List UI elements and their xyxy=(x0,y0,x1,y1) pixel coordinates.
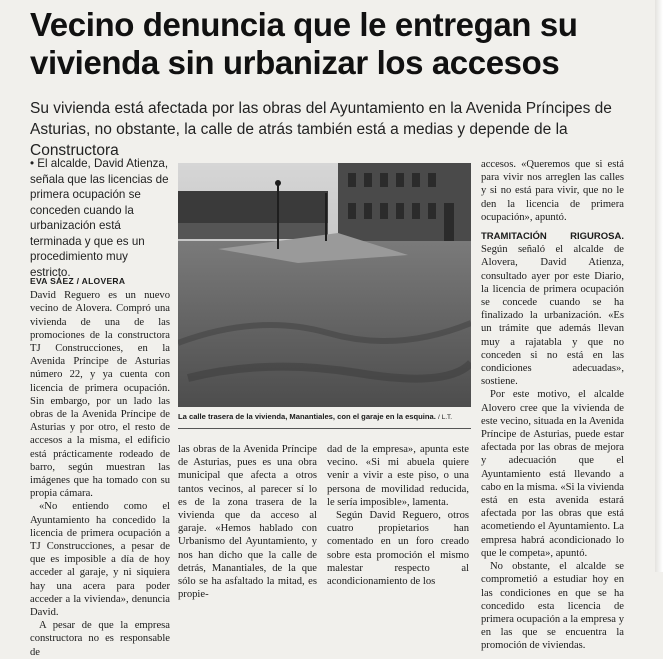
section-title: TRAMITACIÓN RIGUROSA. xyxy=(481,231,624,243)
article-column-3 xyxy=(327,443,469,588)
article-column-2 xyxy=(178,443,317,601)
paragraph: No obstante, el alcalde se comprometió a estudiar hoy en las condiciones en que se ha concedido esta licencia de primera ocupación a la empresa y en las que se encuentra la promoción de viviendas. xyxy=(481,561,624,652)
scan-edge xyxy=(655,0,663,572)
lead-summary: • El alcalde, David Atienza, señala que las licencias de primera ocupación se conceden cuando la urbanización está terminada y que es un procedimiento muy estricto. xyxy=(30,157,169,279)
paragraph: «No entiendo como el Ayuntamiento ha concedido la licencia de primera ocupación a TJ Construcciones, a pesar de que es imposible a día de hoy acceder al garaje, y ni siquiera hay una acera para poder acceder a la vivienda», denuncia David. xyxy=(30,501,170,619)
paragraph: David Reguero es un nuevo vecino de Alovera. Compró una vivienda de una de las promociones de la constructora TJ Construcciones, en la Avenida Príncipe de Asturias número 22, y ya cuenta con licencia de primera ocupación. Sin embargo, por un lado las obras de la Avenida Príncipe de Asturias y por otro, el resto de accesos a la misma, el edificio está prácticamente rodeado de barro, según muestran las imágenes que ha tomado con su propia cámara. xyxy=(30,290,170,500)
paragraph: accesos. «Queremos que si está para vivir nos arreglen las calles y si no está para vivir, que no le den la licencia de primera ocupación», apuntó. xyxy=(481,159,624,223)
paragraph: las obras de la Avenida Príncipe de Asturias, pues es una obra municipal que afecta a otros tantos vecinos, al parecer sí lo es de la zona trasera de la vivienda que da acceso al garaje. «Hemos hablado con Urbanismo del Ayuntamiento, y nos han dicho que la calle de detrás, Manantiales, de la que sólo se ha asfaltado la mitad, es propie- xyxy=(178,444,317,601)
photo-credit: / L.T. xyxy=(438,414,453,421)
article-column-1 xyxy=(30,275,170,659)
paragraph: dad de la empresa», apunta este vecino. «Si mi abuela quiere venir a vivir a este piso, o una persona de movilidad reducida, le sería imposible», lamenta. xyxy=(327,444,469,508)
article-column-4 xyxy=(481,158,624,653)
paragraph: Según David Reguero, otros cuatro propietarios han comentado en un foro creado sobre esta promoción el mismo malestar respecto al acondicionamiento de los xyxy=(327,510,469,588)
caption-divider xyxy=(178,428,471,429)
headline: Vecino denuncia que le entregan su vivienda sin urbanizar los accesos xyxy=(30,6,578,81)
photo-caption xyxy=(178,411,471,423)
paragraph-text: Según señaló el alcalde de Alovera, David Atienza, consultado ayer por este Diario, la licencia de primera ocupación se concede cuando se ha finalizado la urbanización. «Es un trámite que además llevan muy a rajatabla y que no conceden si no está en las condiciones adecuadas», sostiene. xyxy=(481,244,624,388)
byline: EVA SÁEZ / ALOVERA xyxy=(30,276,126,286)
paragraph: Por este motivo, el alcalde Alovero cree que la vivienda de este vecino, situada en la Avenida Príncipe de Asturias, puede estar afectada por las obras de mejora y adecuación que el Ayuntamiento está llevando a cabo en la misma. «Si la vivienda está en esta avenida estará afectada por las obras que está acometiendo el Ayuntamiento. La empresa habrá acondicionado lo que le competa», apuntó. xyxy=(481,389,624,559)
news-photo xyxy=(178,163,471,407)
subheadline: Su vivienda está afectada por las obras del Ayuntamiento en la Avenida Príncipes de Asturias, no obstante, la calle de atrás también está a medias y depende de la Constructora xyxy=(30,100,612,159)
caption-text: La calle trasera de la vivienda, Manantiales, con el garaje en la esquina. xyxy=(178,412,436,421)
street-scene-image xyxy=(178,163,471,407)
paragraph: A pesar de que la empresa constructora no es responsable de xyxy=(30,620,170,658)
paragraph xyxy=(481,230,624,388)
